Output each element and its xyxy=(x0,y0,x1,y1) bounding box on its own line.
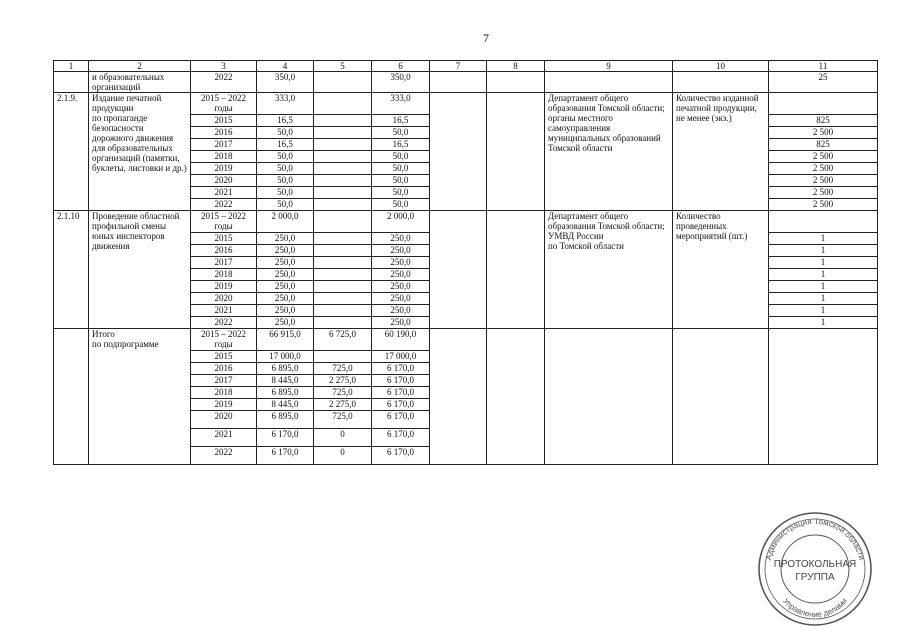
cell-period: 2015 xyxy=(191,351,257,363)
cell-c6: 50,0 xyxy=(372,175,430,187)
cell-c6: 50,0 xyxy=(372,127,430,139)
cell-c8 xyxy=(487,93,545,211)
cell-c4: 6 170,0 xyxy=(257,429,314,447)
cell-c5 xyxy=(314,127,372,139)
cell-c6: 250,0 xyxy=(372,233,430,245)
header-cell: 8 xyxy=(487,61,545,72)
cell-c4: 66 915,0 xyxy=(257,329,314,351)
cell-period: 2019 xyxy=(191,163,257,175)
cell-c5 xyxy=(314,281,372,293)
cell-c5 xyxy=(314,317,372,329)
cell-c6: 250,0 xyxy=(372,305,430,317)
header-cell: 10 xyxy=(673,61,769,72)
cell-c5: 0 xyxy=(314,447,372,465)
cell-c10 xyxy=(673,72,769,93)
cell-c5 xyxy=(314,72,372,93)
cell-c6: 16,5 xyxy=(372,139,430,151)
cell-period: 2020 xyxy=(191,175,257,187)
cell-c5 xyxy=(314,351,372,363)
cell-c5 xyxy=(314,269,372,281)
cell-c4: 250,0 xyxy=(257,281,314,293)
cell-c11: 2 500 xyxy=(769,163,878,175)
cell-period: 2018 xyxy=(191,387,257,399)
cell-c6: 350,0 xyxy=(372,72,430,93)
cell-c5 xyxy=(314,233,372,245)
header-cell: 4 xyxy=(257,61,314,72)
cell-c4: 250,0 xyxy=(257,317,314,329)
cell-c6: 6 170,0 xyxy=(372,411,430,429)
cell-c4: 8 445,0 xyxy=(257,399,314,411)
cell-c4: 50,0 xyxy=(257,175,314,187)
cell-c4: 16,5 xyxy=(257,139,314,151)
cell-period: 2022 xyxy=(191,317,257,329)
cell-c4: 250,0 xyxy=(257,245,314,257)
header-cell: 5 xyxy=(314,61,372,72)
cell-c8 xyxy=(487,72,545,93)
cell-c5: 0 xyxy=(314,429,372,447)
cell-c6: 16,5 xyxy=(372,115,430,127)
cell-period: 2015 xyxy=(191,233,257,245)
header-cell: 6 xyxy=(372,61,430,72)
cell-period: 2015 – 2022 годы xyxy=(191,211,257,233)
cell-c4: 6 895,0 xyxy=(257,387,314,399)
cell-c4: 2 000,0 xyxy=(257,211,314,233)
cell-executor: Департамент общего образования Томской области; УМВД России по Томской области xyxy=(545,211,673,329)
cell-c5: 725,0 xyxy=(314,411,372,429)
cell-period: 2015 xyxy=(191,115,257,127)
cell-indicator: Количество проведенных мероприятий (шт.) xyxy=(673,211,769,329)
cell-c6: 50,0 xyxy=(372,187,430,199)
cell-c5 xyxy=(314,163,372,175)
cell-activity: Издание печатной продукции по пропаганде безопасности дорожного движения для образовательных организаций (памятки, буклеты, листовки и др.) xyxy=(89,93,191,211)
cell-c11 xyxy=(769,93,878,115)
cell-c6: 6 170,0 xyxy=(372,447,430,465)
cell-c6: 250,0 xyxy=(372,257,430,269)
cell-c4: 250,0 xyxy=(257,305,314,317)
page-number: 7 xyxy=(483,31,489,45)
program-table xyxy=(53,60,878,465)
cell-period: 2018 xyxy=(191,269,257,281)
cell-period: 2016 xyxy=(191,363,257,375)
cell-c4: 6 170,0 xyxy=(257,447,314,465)
cell-c5 xyxy=(314,115,372,127)
cell-c4: 8 445,0 xyxy=(257,375,314,387)
cell-period: 2015 – 2022 годы xyxy=(191,329,257,351)
header-cell: 1 xyxy=(54,61,89,72)
cell-c8 xyxy=(487,329,545,465)
cell-indicator: Количество изданной печатной продукции, не менее (экз.) xyxy=(673,93,769,211)
cell-c6: 50,0 xyxy=(372,199,430,211)
cell-c6: 6 170,0 xyxy=(372,363,430,375)
cell-c4: 350,0 xyxy=(257,72,314,93)
cell-c4: 250,0 xyxy=(257,293,314,305)
header-cell: 2 xyxy=(89,61,191,72)
cell-c4: 50,0 xyxy=(257,187,314,199)
cell-c4: 6 895,0 xyxy=(257,363,314,375)
cell-c11: 825 xyxy=(769,139,878,151)
cell-c8 xyxy=(487,211,545,329)
cell-c5: 725,0 xyxy=(314,387,372,399)
cell-period: 2021 xyxy=(191,187,257,199)
cell-period: 2021 xyxy=(191,429,257,447)
cell-c11: 1 xyxy=(769,281,878,293)
cell-period: 2022 xyxy=(191,447,257,465)
cell-period: 2016 xyxy=(191,245,257,257)
cell-c6: 2 000,0 xyxy=(372,211,430,233)
cell-c4: 50,0 xyxy=(257,199,314,211)
cell-c6: 333,0 xyxy=(372,93,430,115)
cell-c5 xyxy=(314,293,372,305)
cell-c6: 6 170,0 xyxy=(372,429,430,447)
svg-text:Управление делами xyxy=(781,597,849,619)
cell-c2: и образовательных организаций xyxy=(89,72,191,93)
cell-period: 2020 xyxy=(191,411,257,429)
official-stamp xyxy=(756,510,874,628)
cell-c5: 2 275,0 xyxy=(314,399,372,411)
cell-c4: 16,5 xyxy=(257,115,314,127)
cell-c4: 6 895,0 xyxy=(257,411,314,429)
cell-c4: 17 000,0 xyxy=(257,351,314,363)
cell-period: 2017 xyxy=(191,139,257,151)
cell-c11 xyxy=(769,211,878,233)
cell-c6: 6 170,0 xyxy=(372,387,430,399)
cell-c4: 250,0 xyxy=(257,233,314,245)
cell-c11: 1 xyxy=(769,245,878,257)
cell-c1 xyxy=(54,72,89,93)
cell-c4: 333,0 xyxy=(257,93,314,115)
stamp-ring-bottom: Управление делами xyxy=(780,596,850,620)
cell-c4: 250,0 xyxy=(257,257,314,269)
header-cell: 7 xyxy=(430,61,487,72)
cell-c5: 725,0 xyxy=(314,363,372,375)
cell-c5: 6 725,0 xyxy=(314,329,372,351)
cell-c6: 250,0 xyxy=(372,245,430,257)
cell-executor xyxy=(545,329,673,465)
cell-c5: 2 275,0 xyxy=(314,375,372,387)
table-row xyxy=(54,211,878,233)
cell-c4: 250,0 xyxy=(257,269,314,281)
header-row xyxy=(54,61,878,72)
cell-c6: 6 170,0 xyxy=(372,399,430,411)
cell-c6: 250,0 xyxy=(372,281,430,293)
cell-c3: 2022 xyxy=(191,72,257,93)
header-cell: 9 xyxy=(545,61,673,72)
cell-c5 xyxy=(314,199,372,211)
cell-c5 xyxy=(314,211,372,233)
cell-period: 2021 xyxy=(191,305,257,317)
cell-c5 xyxy=(314,139,372,151)
cell-activity: Итого по подпрограмме xyxy=(89,329,191,465)
cell-period: 2020 xyxy=(191,293,257,305)
cell-c7 xyxy=(430,93,487,211)
table-row xyxy=(54,329,878,351)
cell-period: 2018 xyxy=(191,151,257,163)
cell-number: 2.1.10 xyxy=(54,211,89,329)
svg-text:Администрация Томской области xyxy=(764,517,866,561)
cell-c6: 250,0 xyxy=(372,269,430,281)
cell-c11: 2 500 xyxy=(769,199,878,211)
cell-number xyxy=(54,329,89,465)
cell-c6: 50,0 xyxy=(372,151,430,163)
cell-c4: 50,0 xyxy=(257,163,314,175)
cell-period: 2017 xyxy=(191,257,257,269)
cell-c7 xyxy=(430,211,487,329)
cell-c5 xyxy=(314,245,372,257)
cell-c11: 2 500 xyxy=(769,175,878,187)
cell-c5 xyxy=(314,305,372,317)
cell-indicator xyxy=(673,329,769,465)
cell-c5 xyxy=(314,93,372,115)
cell-activity: Проведение областной профильной смены юных инспекторов движения xyxy=(89,211,191,329)
cell-c6: 60 190,0 xyxy=(372,329,430,351)
cell-c11: 1 xyxy=(769,293,878,305)
cell-c11: 1 xyxy=(769,305,878,317)
cell-c11: 1 xyxy=(769,317,878,329)
stamp-center-line1: ПРОТОКОЛЬНАЯ xyxy=(773,559,857,570)
cell-c11: 2 500 xyxy=(769,187,878,199)
cell-c6: 17 000,0 xyxy=(372,351,430,363)
cell-c5 xyxy=(314,257,372,269)
header-cell: 3 xyxy=(191,61,257,72)
header-cell: 11 xyxy=(769,61,878,72)
cell-c7 xyxy=(430,329,487,465)
cell-c11: 1 xyxy=(769,269,878,281)
cell-executor: Департамент общего образования Томской области; органы местного самоуправления муниципальных образований Томской области xyxy=(545,93,673,211)
cell-period: 2019 xyxy=(191,399,257,411)
cell-c6: 50,0 xyxy=(372,163,430,175)
cell-c6: 6 170,0 xyxy=(372,375,430,387)
cell-period: 2022 xyxy=(191,199,257,211)
cell-c11: 825 xyxy=(769,115,878,127)
cell-c11: 2 500 xyxy=(769,151,878,163)
cell-c6: 250,0 xyxy=(372,317,430,329)
table-row xyxy=(54,93,878,115)
cell-c5 xyxy=(314,151,372,163)
cell-c11 xyxy=(769,329,878,465)
cell-period: 2015 – 2022 годы xyxy=(191,93,257,115)
stamp-ring-top: Администрация Томской области xyxy=(763,516,867,561)
cell-c9 xyxy=(545,72,673,93)
cell-c5 xyxy=(314,175,372,187)
cell-c11: 2 500 xyxy=(769,127,878,139)
cell-c6: 250,0 xyxy=(372,293,430,305)
cell-period: 2016 xyxy=(191,127,257,139)
cell-c5 xyxy=(314,187,372,199)
cell-c11: 1 xyxy=(769,233,878,245)
cell-c4: 50,0 xyxy=(257,151,314,163)
cell-c4: 50,0 xyxy=(257,127,314,139)
stamp-center-line2: ГРУППА xyxy=(795,572,835,583)
cell-period: 2017 xyxy=(191,375,257,387)
cell-number: 2.1.9. xyxy=(54,93,89,211)
cell-c11: 25 xyxy=(769,72,878,93)
table-row xyxy=(54,72,878,93)
cell-c7 xyxy=(430,72,487,93)
cell-period: 2019 xyxy=(191,281,257,293)
cell-c11: 1 xyxy=(769,257,878,269)
